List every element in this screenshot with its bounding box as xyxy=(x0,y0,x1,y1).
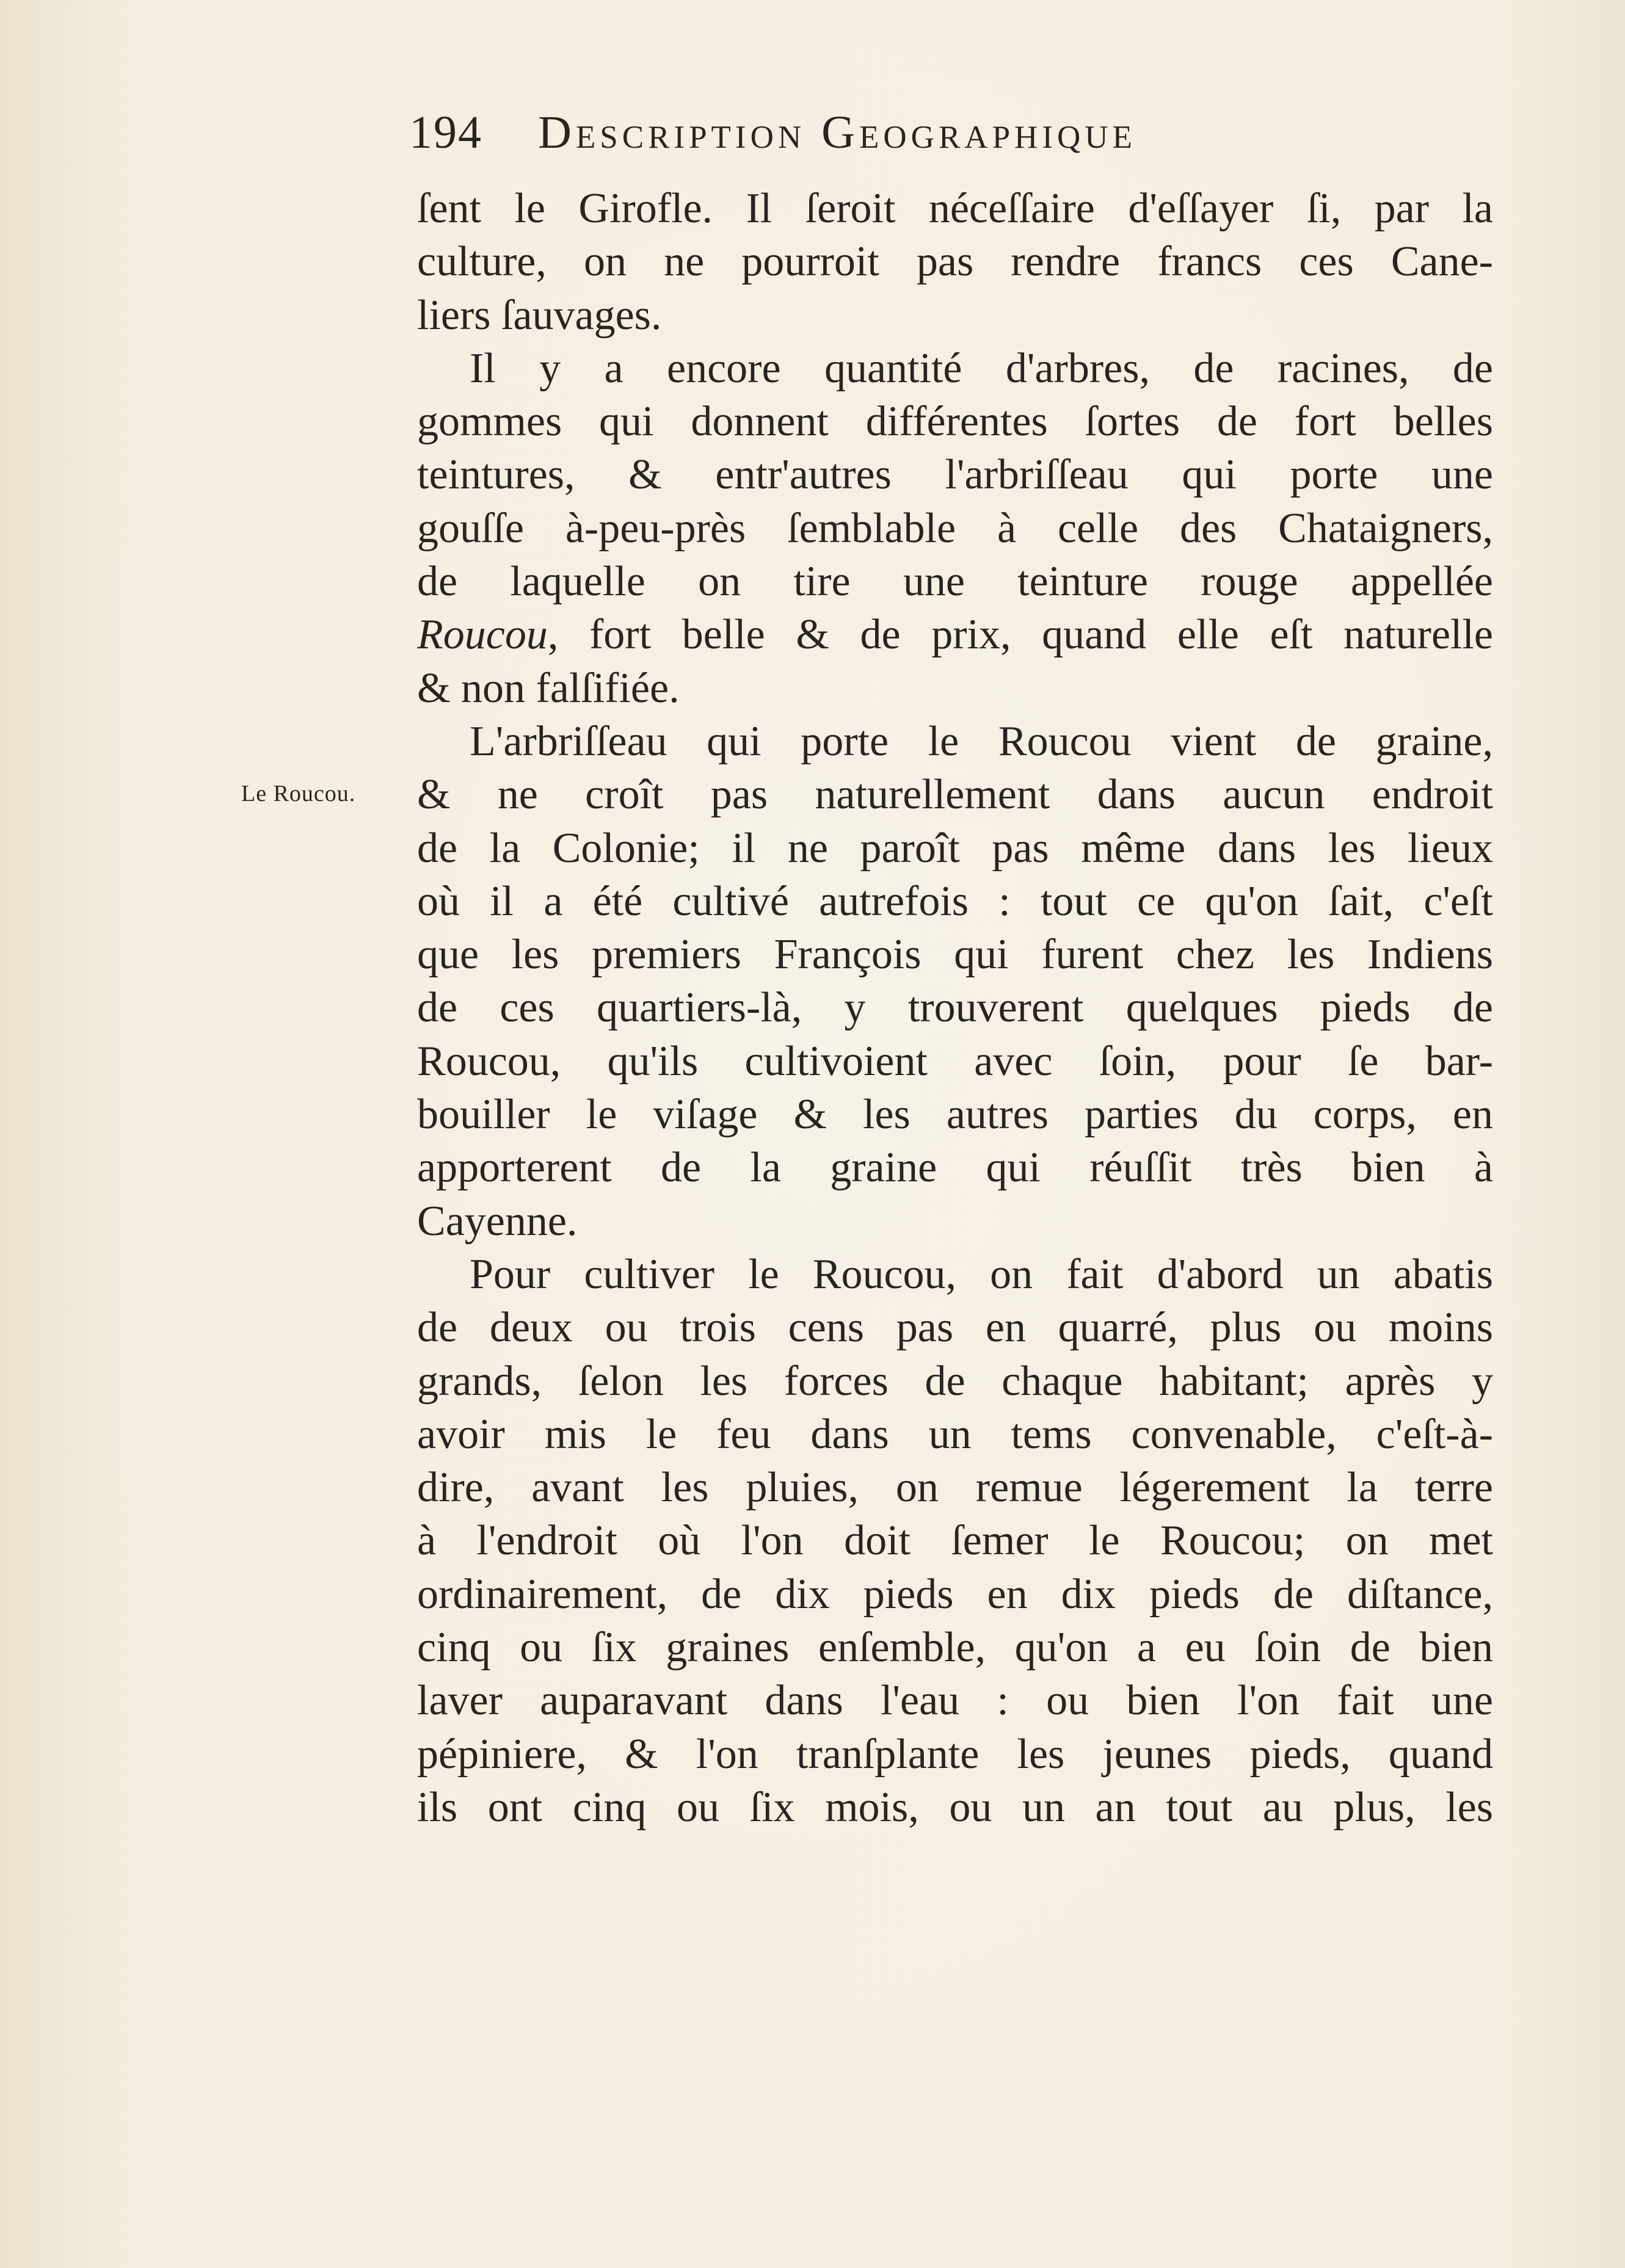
text-line: ordinairement, de dix pieds en dix pieds de diſtance, xyxy=(417,1570,1493,1618)
text-line-rest: , fort belle & de prix, quand elle eſt naturelle xyxy=(547,611,1493,659)
paragraph-start-line: L'arbriſſeau qui porte le Roucou vient de graine, xyxy=(470,717,1493,765)
body-text xyxy=(417,182,1493,1834)
text-line: teintures, & entr'autres l'arbriſſeau qui porte une xyxy=(417,451,1493,499)
text-line: & non falſifiée. xyxy=(417,664,680,712)
text-line: ils ont cinq ou ſix mois, ou un an tout au plus, les xyxy=(417,1783,1493,1831)
text-line: apporterent de la graine qui réuſſit très bien à xyxy=(417,1144,1493,1192)
text-line: Roucou, qu'ils cultivoient avec ſoin, pour ſe bar- xyxy=(417,1037,1493,1085)
text-line: où il a été cultivé autrefois : tout ce qu'on ſait, c'eſt xyxy=(417,877,1493,925)
text-line: avoir mis le feu dans un tems convenable, c'eſt-à- xyxy=(417,1410,1493,1458)
text-line: ſent le Girofle. Il ſeroit néceſſaire d'eſſayer ſi, par la xyxy=(417,185,1493,232)
text-line: à l'endroit où l'on doit ſemer le Roucou; on met xyxy=(417,1517,1493,1565)
text-line: dire, avant les pluies, on remue légerement la terre xyxy=(417,1464,1493,1512)
text-line: bouiller le viſage & les autres parties du corps, en xyxy=(417,1091,1493,1139)
text-line: de deux ou trois cens pas en quarré, plus ou moins xyxy=(417,1304,1493,1352)
italic-term: Roucou xyxy=(417,611,548,659)
text-line: de la Colonie; il ne paroît pas même dans les lieux xyxy=(417,824,1493,872)
text-line: cinq ou ſix graines enſemble, qu'on a eu ſoin de bien xyxy=(417,1624,1493,1672)
text-line: gommes qui donnent différentes ſortes de fort belles xyxy=(417,398,1493,446)
text-line: pépiniere, & l'on tranſplante les jeunes pieds, quand xyxy=(417,1730,1493,1778)
running-title: Description Geographique xyxy=(538,107,1136,158)
paragraph-start-line: Pour cultiver le Roucou, on fait d'abord un abatis xyxy=(470,1250,1493,1298)
text-line: de laquelle on tire une teinture rouge appellée xyxy=(417,558,1493,606)
text-line: liers ſauvages. xyxy=(417,291,662,339)
marginal-note: Le Roucou. xyxy=(241,781,356,806)
text-line: culture, on ne pourroit pas rendre francs ces Cane- xyxy=(417,238,1493,286)
text-line: & ne croît pas naturellement dans aucun endroit xyxy=(417,771,1493,819)
text-line xyxy=(417,608,1493,661)
text-line: grands, ſelon les forces de chaque habitant; après y xyxy=(417,1357,1493,1405)
text-line: de ces quartiers-là, y trouverent quelques pieds de xyxy=(417,984,1493,1032)
text-line: Cayenne. xyxy=(417,1197,578,1245)
text-line: laver auparavant dans l'eau : ou bien l'on fait une xyxy=(417,1677,1493,1725)
text-line: gouſſe à-peu-près ſemblable à celle des Chataigners, xyxy=(417,504,1493,552)
page-number: 194 xyxy=(409,107,482,158)
paragraph-start-line: Il y a encore quantité d'arbres, de racines, de xyxy=(470,344,1493,392)
text-line: que les premiers François qui furent chez les Indiens xyxy=(417,931,1493,979)
running-header xyxy=(409,105,1484,160)
